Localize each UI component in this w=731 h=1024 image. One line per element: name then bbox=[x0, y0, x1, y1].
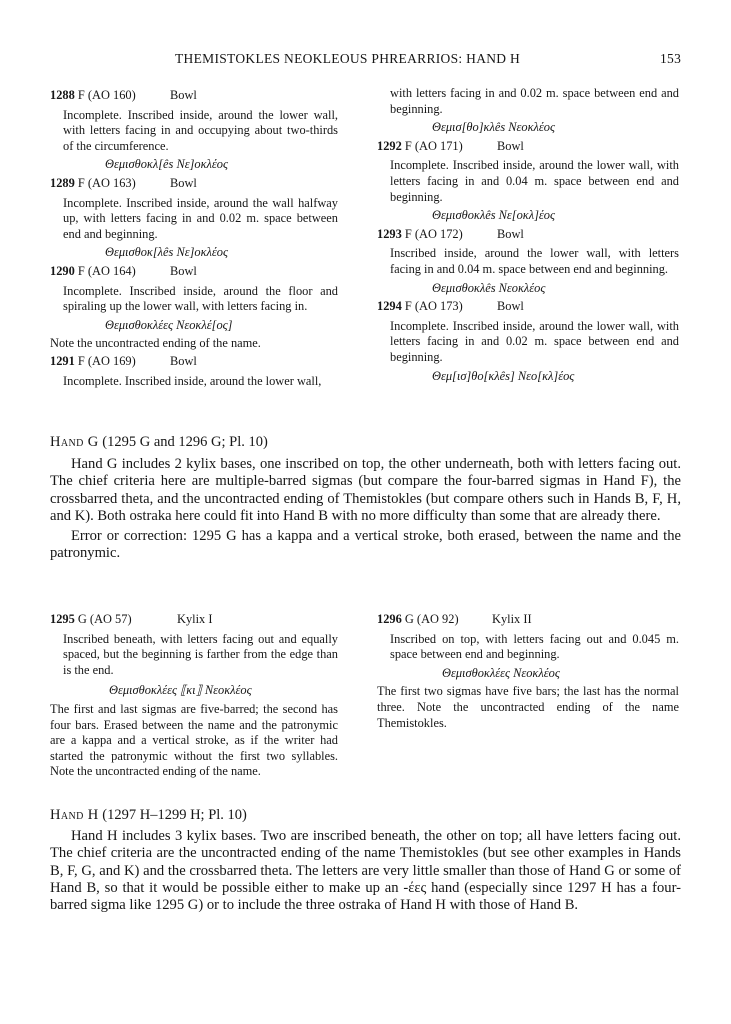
entry-label: G (AO 57) bbox=[77, 612, 132, 626]
greek-inscription: Θεμ[ισ]θο[κλês] Νεο[κλ]έος bbox=[432, 368, 575, 383]
entry-header bbox=[377, 139, 679, 155]
entry-type: Bowl bbox=[170, 88, 197, 102]
page-number: 153 bbox=[660, 51, 682, 66]
paragraph: Hand H includes 3 kylix bases. Two are inscribed beneath, the other on top; all have letters facing out. The chief criteria are the uncontracted ending of the name Themistokles (but see other examples in Hands B, F, G, and K) and the crossbarred theta. The letters are very little smaller than those of Hand G or some of Hand B, so that it would be possible either to make up an -έες hand (especially since 1297 H has a four-barred sigma like 1295 G) or to include the three ostraka of Hand H with those of Hand B. bbox=[50, 828, 681, 914]
catalog-column-right bbox=[377, 86, 679, 387]
entry-number: 1295 bbox=[50, 612, 75, 626]
catalog-column-left bbox=[50, 86, 338, 389]
entry-number: 1293 bbox=[377, 226, 402, 241]
entry-number: 1288 bbox=[50, 88, 75, 102]
running-title: THEMISTOKLES NEOKLEOUS PHREARRIOS: HAND H bbox=[175, 51, 521, 66]
paragraph: Error or correction: 1295 G has a kappa and a vertical stroke, both erased, between the name and the patronymic. bbox=[50, 528, 681, 562]
entry-header bbox=[377, 227, 679, 243]
entry-continuation: with letters facing in and 0.02 m. space between end and beginning. Θεμισ[θο]κλês Νεοκλέος bbox=[390, 86, 679, 135]
entry-header bbox=[50, 612, 338, 628]
entry-type: Kylix I bbox=[177, 612, 213, 626]
section-heading-hand-h bbox=[50, 807, 247, 824]
entry-type: Bowl bbox=[497, 226, 524, 241]
greek-inscription: Θεμισθοκλέες Νεοκλέος bbox=[442, 665, 560, 680]
greek-inscription: Θεμισθοκλês Νεοκλέος bbox=[432, 280, 546, 295]
greek-inscription: Θεμισθοκλ[ês Νε]οκλέος bbox=[105, 157, 229, 172]
entry-note: The first and last sigmas are five-barred; the second has four bars. Erased between the name and the patronymic are a kappa and a vertical stroke, as if the writer had started the patronymic without the first two syllables. Note the uncontracted ending of the name. bbox=[50, 701, 338, 779]
entry-label: F (AO 173) bbox=[404, 299, 463, 314]
entry-description: Incomplete. Inscribed inside, around the lower wall, with letters facing in and occupying about two-thirds of the circumference. Θεμισθοκλ[ês Νε]οκλέος bbox=[63, 107, 338, 172]
section-name: Hand H bbox=[50, 807, 99, 823]
entry-type: Bowl bbox=[497, 138, 524, 153]
entry-number: 1290 bbox=[50, 263, 75, 278]
entry-number: 1289 bbox=[50, 175, 75, 190]
entry-number: 1291 bbox=[50, 353, 75, 368]
entry-description: Incomplete. Inscribed inside, around the floor and spiraling up the lower wall, with letters facing in. Θεμισθοκλέες Νεοκλέ[ος] bbox=[63, 283, 338, 332]
section-heading-hand-g bbox=[50, 434, 268, 451]
entry-description: Incomplete. Inscribed inside, around the lower wall, with letters facing in and 0.04 m. space between end and beginning. Θεμισθοκλês Νε[οκλ]έος bbox=[390, 158, 679, 223]
greek-inscription: Θεμισθοκλέες ⟦κι⟧ Νεοκλέος bbox=[109, 683, 252, 698]
greek-inscription: Θεμισθοκλέες Νεοκλέ[ος] bbox=[105, 317, 233, 332]
entry-label: F (AO 160) bbox=[77, 88, 136, 102]
entry-header bbox=[50, 176, 338, 192]
section-range: (1297 H–1299 H; Pl. 10) bbox=[102, 807, 247, 823]
entry-header bbox=[50, 354, 338, 370]
entry-label: F (AO 163) bbox=[77, 175, 136, 190]
entry-label: F (AO 169) bbox=[77, 353, 136, 368]
entry-header bbox=[377, 612, 679, 628]
entry-description: Inscribed on top, with letters facing out and 0.045 m. space between end and beginning. Θεμισθοκλέες Νεοκλέος bbox=[390, 631, 679, 680]
greek-inscription: Θεμισθοκλês Νε[οκλ]έος bbox=[432, 208, 556, 223]
entry-label: F (AO 172) bbox=[404, 226, 463, 241]
entry-description: Incomplete. Inscribed inside, around the lower wall, with letters facing in and 0.02 m. space between end and beginning. Θεμ[ισ]θο[κλês] Νεο[κλ]έος bbox=[390, 318, 679, 383]
entry-number: 1292 bbox=[377, 138, 402, 153]
entry-label: F (AO 171) bbox=[404, 138, 463, 153]
entry-type: Bowl bbox=[170, 353, 197, 368]
greek-inscription: Θεμισθοκ[λês Νε]οκλέος bbox=[105, 245, 229, 260]
entry-header bbox=[377, 299, 679, 315]
entry-note: The first two sigmas have five bars; the last has the normal three. Note the uncontracted ending of the name Themistokles. bbox=[377, 684, 679, 730]
entry-description: Inscribed inside, around the lower wall, with letters facing in and 0.04 m. space between end and beginning. Θεμισθοκλês Νεοκλέος bbox=[390, 246, 679, 295]
entry-type: Bowl bbox=[170, 263, 197, 278]
entry-type: Bowl bbox=[170, 175, 197, 190]
entry-description: Incomplete. Inscribed inside, around the wall halfway up, with letters facing in and 0.02 m. space between end and beginning. Θεμισθοκ[λês Νε]οκλέος bbox=[63, 195, 338, 260]
entry-header bbox=[50, 88, 338, 104]
entry-number: 1294 bbox=[377, 299, 402, 314]
hand-g-discussion bbox=[50, 456, 681, 563]
entry-type: Bowl bbox=[497, 299, 524, 314]
entry-note: Note the uncontracted ending of the name. bbox=[50, 336, 261, 351]
catalog-entry-1296 bbox=[377, 610, 679, 731]
entry-header bbox=[50, 264, 338, 280]
hand-h-discussion bbox=[50, 828, 681, 914]
paragraph: Hand G includes 2 kylix bases, one inscribed on top, the other underneath, both with letters facing out. The chief criteria here are multiple-barred sigmas (but compare the four-barred sigmas in Hand F), the crossbarred theta, and the uncontracted ending of Themistokles (but compare others such in Hands B, F, H, and K). Both ostraka here could fit into Hand B with no more difficulty than some that are already there. bbox=[50, 456, 681, 524]
section-range: (1295 G and 1296 G; Pl. 10) bbox=[102, 434, 268, 450]
entry-label: F (AO 164) bbox=[77, 263, 136, 278]
entry-number: 1296 bbox=[377, 612, 402, 626]
entry-label: G (AO 92) bbox=[404, 612, 459, 626]
catalog-entry-1295 bbox=[50, 610, 338, 780]
greek-inscription: Θεμισ[θο]κλês Νεοκλέος bbox=[432, 120, 556, 135]
entry-type: Kylix II bbox=[492, 612, 532, 626]
entry-description: Incomplete. Inscribed inside, around the lower wall, bbox=[63, 373, 322, 388]
section-name: Hand G bbox=[50, 434, 99, 450]
entry-description: Inscribed beneath, with letters facing out and equally spaced, but the beginning is farther from the edge than is the end. Θεμισθοκλέες ⟦κι⟧ Νεοκλέος bbox=[63, 631, 338, 698]
